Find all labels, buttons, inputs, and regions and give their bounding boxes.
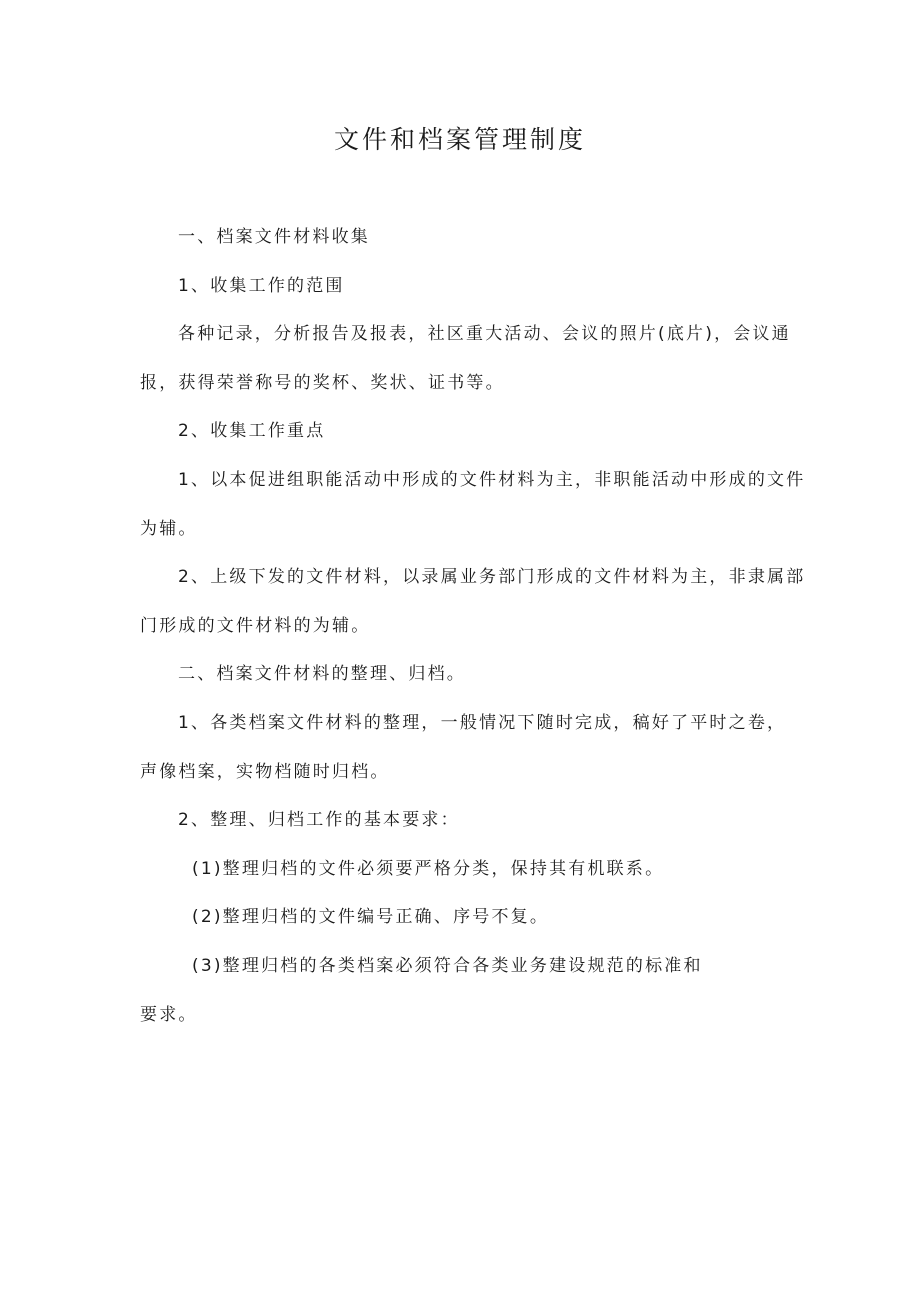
requirement-item: (3)整理归档的各类档案必须符合各类业务建设规范的标准和 xyxy=(192,955,703,976)
paragraph-line: 门形成的文件材料的为辅。 xyxy=(140,615,371,636)
subheading-collection-focus: 2、收集工作重点 xyxy=(178,421,326,442)
paragraph-line: 要求。 xyxy=(140,1004,198,1025)
paragraph-line: 1、以本促进组职能活动中形成的文件材料为主，非职能活动中形成的文件 xyxy=(178,469,806,490)
subheading-basic-requirements: 2、整理、归档工作的基本要求： xyxy=(178,810,460,831)
paragraph-line: 声像档案，实物档随时归档。 xyxy=(140,761,390,782)
section-heading-1: 一、档案文件材料收集 xyxy=(178,227,370,247)
section-heading-2: 二、档案文件材料的整理、归档。 xyxy=(178,664,466,685)
document-title: 文件和档案管理制度 xyxy=(333,125,586,154)
document-body xyxy=(140,213,806,1039)
paragraph-line: 2、上级下发的文件材料，以录属业务部门形成的文件材料为主，非隶属部 xyxy=(178,567,806,588)
subheading-collection-scope: 1、收集工作的范围 xyxy=(178,275,345,296)
paragraph-line: 报，获得荣誉称号的奖杯、奖状、证书等。 xyxy=(140,372,505,393)
requirement-item: (1)整理归档的文件必须要严格分类，保持其有机联系。 xyxy=(192,858,665,879)
paragraph-line: 为辅。 xyxy=(140,518,198,539)
paragraph-line: 1、各类档案文件材料的整理，一般情况下随时完成，稿好了平时之卷， xyxy=(178,712,787,733)
requirement-item: (2)整理归档的文件编号正确、序号不复。 xyxy=(192,907,550,928)
paragraph-line: 各种记录，分析报告及报表，社区重大活动、会议的照片(底片)，会议通 xyxy=(178,324,791,345)
